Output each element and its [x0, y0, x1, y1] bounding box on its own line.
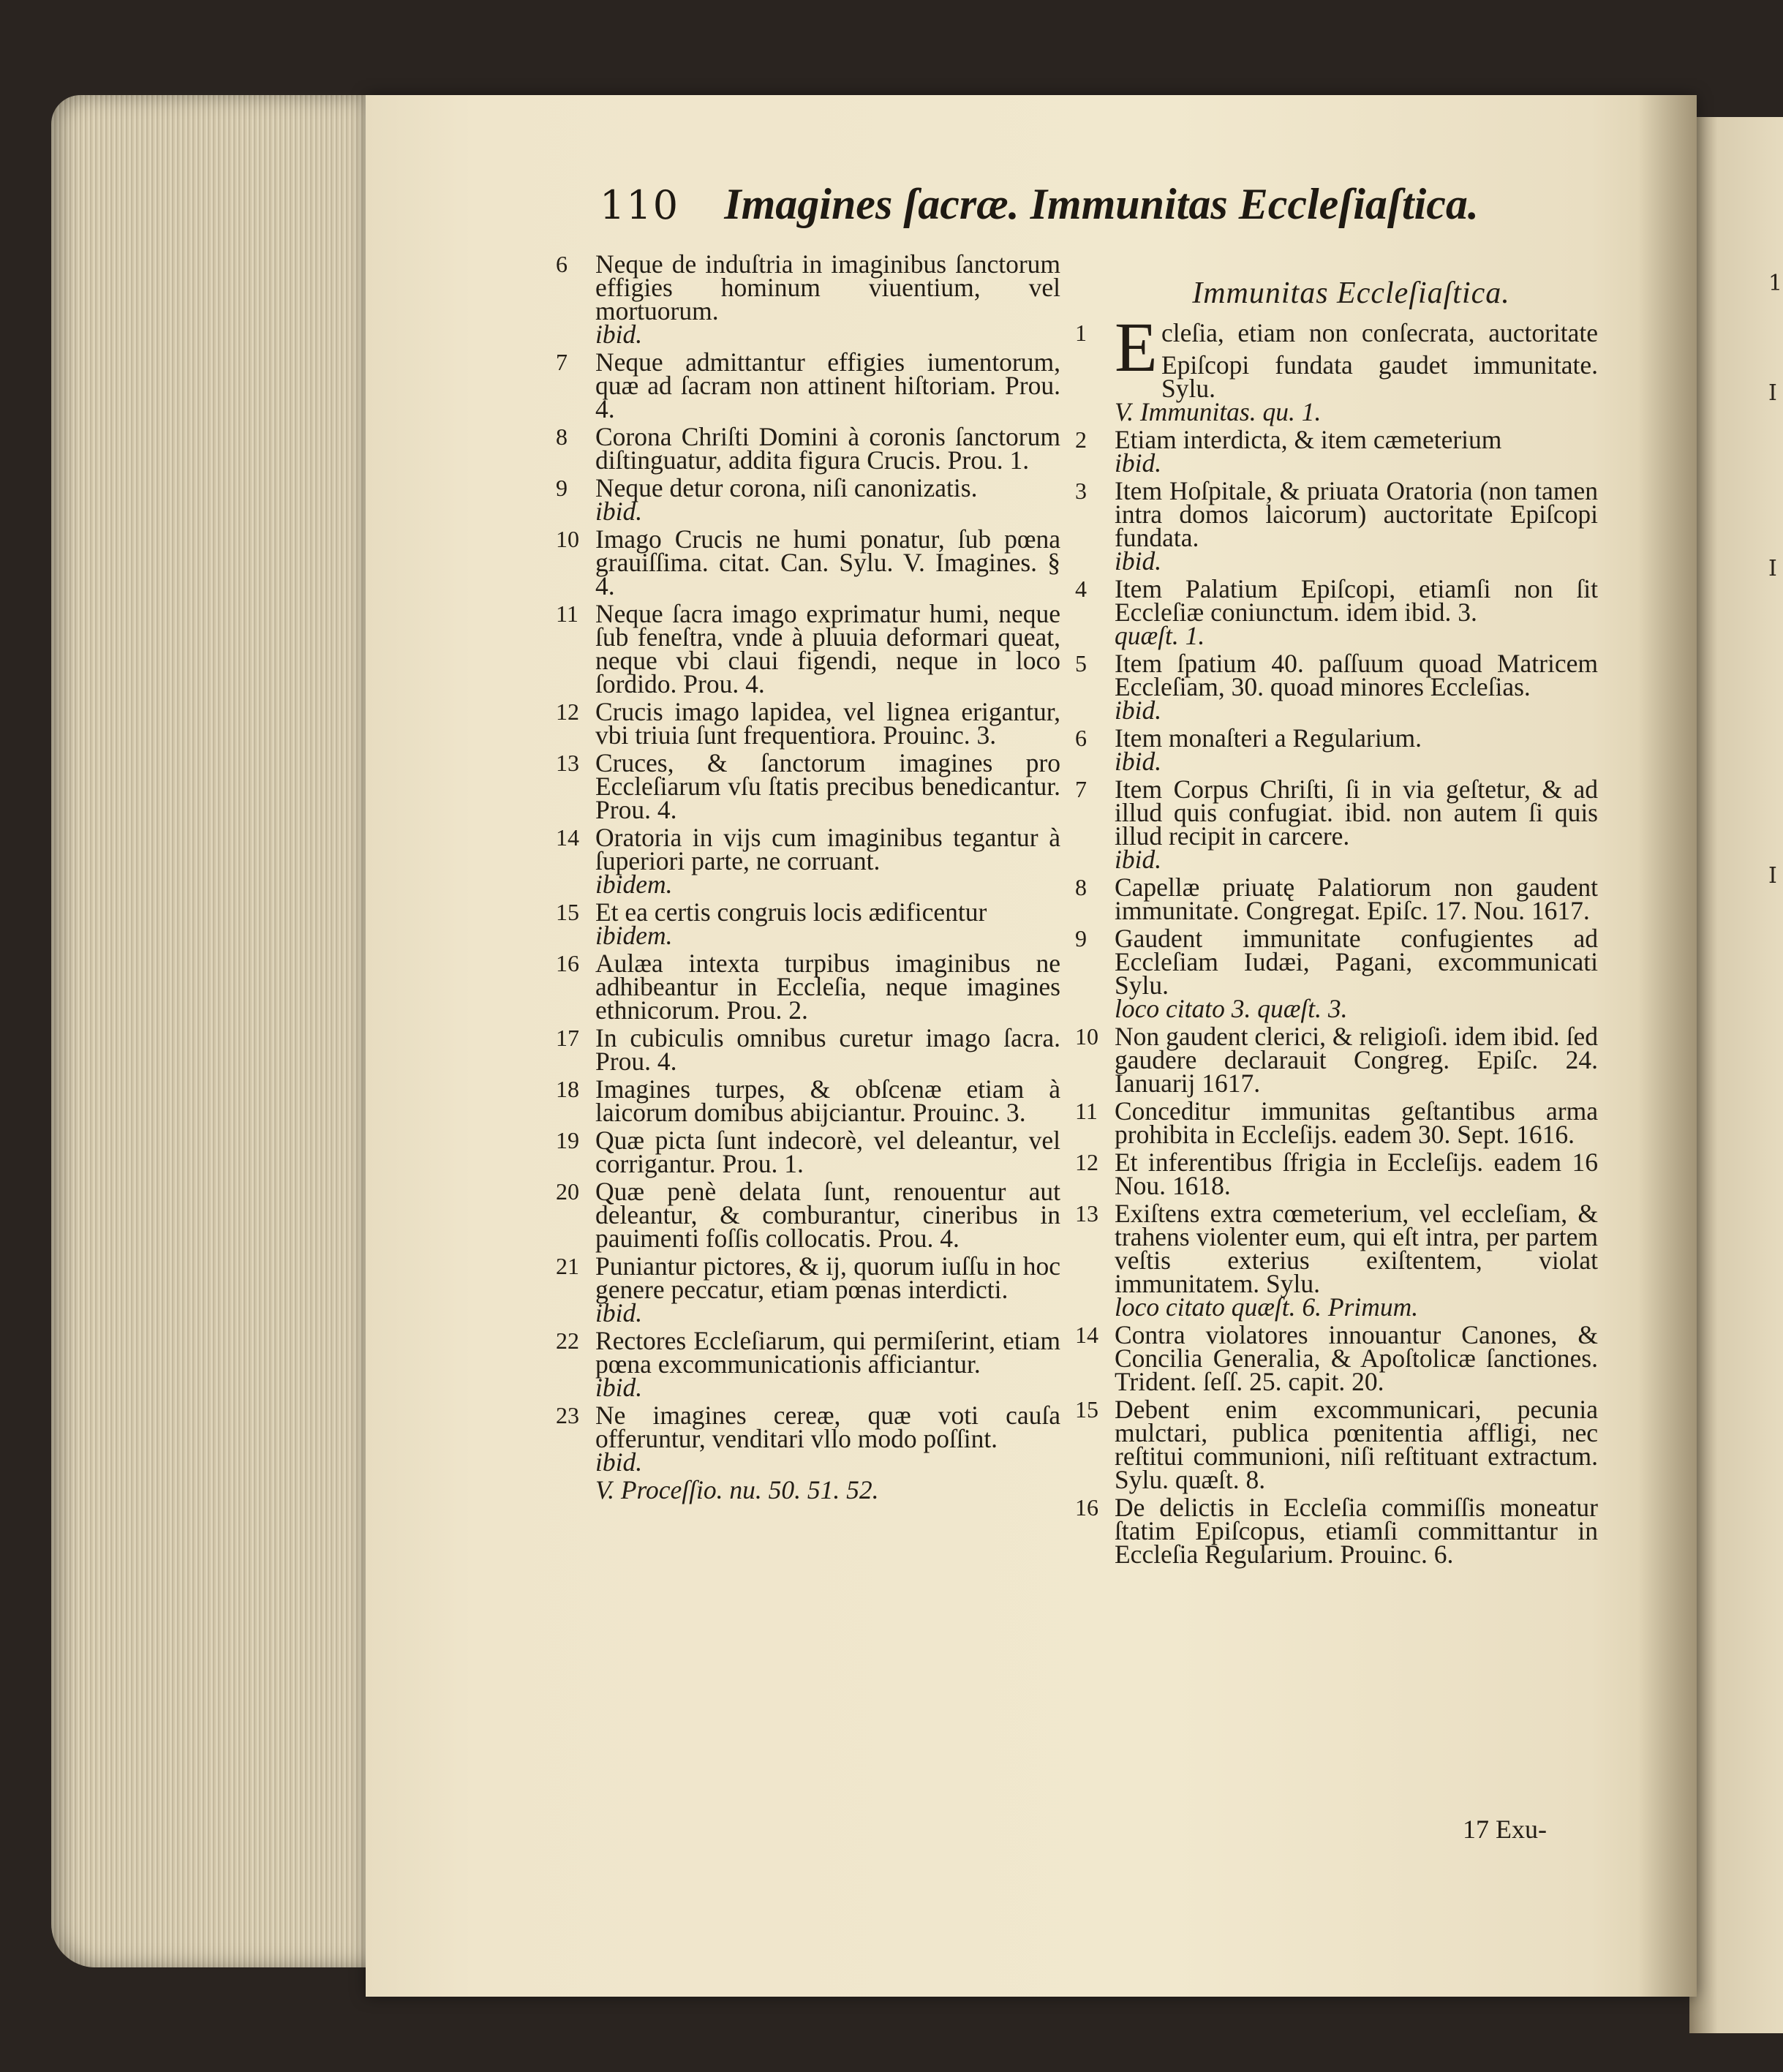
- entry-text: Corona Chriſti Domini à coronis ſanctorum diſtinguatur, addita figura Crucis. Prou. 1.: [595, 422, 1060, 475]
- entry-text: Cruces, & ſanctorum imagines pro Eccleſiarum vſu ſtatis precibus benedicantur. Prou. 4.: [595, 748, 1060, 824]
- numbered-entry: [1075, 1148, 1598, 1200]
- entry-text: Neque detur corona, niſi canonizatis.: [595, 473, 978, 502]
- entry-number: 3: [1075, 478, 1087, 504]
- entry-text: Gaudent immunitate confugientes ad Eccleſiam Iudæi, Pagani, excommunicati Sylu.: [1115, 924, 1598, 1000]
- entry-text: Debent enim excommunicari, pecunia mulctari, publica pœnitentia affligi, nec reſtitui communioni, niſi reſtituant extractum. Sylu. quæſt. 8.: [1115, 1395, 1598, 1494]
- numbered-entry: [1075, 308, 1598, 426]
- entry-number: 10: [1075, 1023, 1098, 1050]
- page-number: 110: [600, 182, 680, 228]
- entry-number: 13: [556, 750, 579, 776]
- entry-number: 14: [556, 824, 579, 851]
- entry-number: 8: [556, 423, 568, 450]
- edge-mark: 1: [1768, 271, 1783, 296]
- entry-number: 9: [1075, 925, 1087, 952]
- entry-number: 6: [1075, 725, 1087, 751]
- entry-text: Quæ picta ſunt indecorè, vel deleantur, vel corrigantur. Prou. 1.: [595, 1126, 1060, 1178]
- entry-number: 12: [1075, 1149, 1098, 1175]
- drop-capital: E: [1115, 308, 1158, 386]
- entry-citation: ibidem.: [595, 870, 673, 899]
- numbered-entry: [1075, 1493, 1598, 1569]
- entry-citation: ibid.: [595, 1298, 643, 1327]
- numbered-entry: [556, 524, 1060, 600]
- numbered-entry: [556, 1251, 1060, 1327]
- entry-number: 7: [1075, 776, 1087, 802]
- entry-text: Imago Crucis ne humi ponatur, ſub pœna grauiſſima. citat. Can. Sylu. V. Imagines. § 4.: [595, 524, 1060, 600]
- entry-text: Item Corpus Chriſti, ſi in via geſtetur, & ad illud quis confugiat. ibid. non autem ſi quis illud recipit in carcere.: [1115, 775, 1598, 851]
- entry-text: In cubiculis omnibus curetur imago ſacra. Prou. 4.: [595, 1023, 1060, 1076]
- numbered-entry: [556, 473, 1060, 526]
- entry-text: Ccleſia, etiam non conſecrata, auctoritate Epiſcopi fundata gaudet immunitate. Sylu.: [1161, 318, 1598, 403]
- entry-text: Imagines turpes, & obſcenæ etiam à laicorum domibus abijciantur. Prouinc. 3.: [595, 1074, 1060, 1127]
- entry-citation: ibid.: [595, 497, 643, 526]
- entry-text: Item Hoſpitale, & priuata Oratoria (non tamen intra domos laicorum) auctoritate Epiſcopi fundata.: [1115, 476, 1598, 552]
- numbered-entry: [1075, 425, 1598, 478]
- numbered-entry: [556, 1326, 1060, 1402]
- entry-citation: ibid.: [1115, 546, 1162, 576]
- entry-number: 18: [556, 1076, 579, 1102]
- entry-text: De delictis in Eccleſia commiſſis moneatur ſtatim Epiſcopus, etiamſi committantur in Eccleſia Regularium. Prouinc. 6.: [1115, 1493, 1598, 1569]
- numbered-entry: [1075, 574, 1598, 650]
- entry-text: Neque admittantur effigies iumentorum, quæ ad ſacram non attinent hiſtoriam. Prou. 4.: [595, 347, 1060, 423]
- numbered-entry: [556, 1126, 1060, 1178]
- entry-number: 13: [1075, 1200, 1098, 1227]
- entry-citation: ibid.: [595, 1447, 643, 1477]
- entry-citation: quæſt. 1.: [1115, 621, 1205, 650]
- entry-citation: ibid.: [595, 1373, 643, 1402]
- entry-text: Et inferentibus ſfrigia in Eccleſijs. eadem 16 Nou. 1618.: [1115, 1148, 1598, 1200]
- numbered-entry: [1075, 1395, 1598, 1494]
- book-fore-edge: [51, 95, 373, 1967]
- entry-text: Conceditur immunitas geſtantibus arma prohibita in Eccleſijs. eadem 30. Sept. 1616.: [1115, 1096, 1598, 1149]
- entry-number: 23: [556, 1402, 579, 1428]
- numbered-entry: [1075, 924, 1598, 1023]
- entry-number: 11: [556, 600, 578, 627]
- facing-page-marks: [1768, 0, 1783, 2072]
- entry-citation: ibid.: [1115, 696, 1162, 725]
- numbered-entry: [556, 1401, 1060, 1477]
- numbered-entry: [1075, 1320, 1598, 1396]
- entry-citation: loco citato 3. quæſt. 3.: [1115, 994, 1348, 1023]
- running-head: [600, 179, 1479, 245]
- entry-text: Exiſtens extra cœmeterium, vel eccleſiam, & trahens violenter eum, qui eſt intra, per partem veſtis exterius exiſtentem, violat immunitatem. Sylu.: [1115, 1199, 1598, 1298]
- entry-text: Aulæa intexta turpibus imaginibus ne adhibeantur in Eccleſia, neque imagines ethnicorum. Prou. 2.: [595, 949, 1060, 1025]
- running-title: Imagines ſacræ. Immunitas Eccleſiaſtica.: [724, 180, 1479, 228]
- catchword: 17 Exu-: [1463, 1815, 1547, 1844]
- entry-citation: ibid.: [1115, 747, 1162, 776]
- entry-number: 15: [556, 899, 579, 925]
- numbered-entry: [556, 422, 1060, 475]
- entry-citation: V. Proceſſio. nu. 50. 51. 52.: [595, 1475, 879, 1504]
- entry-text: Neque ſacra imago exprimatur humi, neque ſub feneſtra, vnde à pluuia deformari queat, neque vbi claui figendi, neque in loco ſordido. Prou. 4.: [595, 599, 1060, 698]
- entry-number: 10: [556, 526, 579, 552]
- entry-number: 15: [1075, 1396, 1098, 1423]
- entry-number: 16: [1075, 1494, 1098, 1521]
- entry-citation: ibid.: [1115, 448, 1162, 478]
- entry-text: Neque de induſtria in imaginibus ſanctorum effigies hominum viuentium, vel mortuorum.: [595, 249, 1060, 325]
- entry-citation: ibidem.: [595, 921, 673, 950]
- entry-number: 2: [1075, 426, 1087, 453]
- numbered-entry: [1075, 1022, 1598, 1098]
- numbered-entry: [556, 1475, 1060, 1504]
- entry-text: Puniantur pictores, & ij, quorum iuſſu in hoc genere peccatur, etiam pœnas interdicti.: [595, 1251, 1060, 1304]
- entry-text: Item monaſteri a Regularium.: [1115, 723, 1422, 753]
- numbered-entry: [556, 599, 1060, 698]
- numbered-entry: [556, 897, 1060, 950]
- entry-number: 16: [556, 950, 579, 976]
- numbered-entry: [1075, 649, 1598, 725]
- left-column: [556, 249, 1060, 1506]
- entry-number: 19: [556, 1127, 579, 1153]
- entry-text: Oratoria in vijs cum imaginibus tegantur à ſuperiori parte, ne corruant.: [595, 823, 1060, 875]
- numbered-entry: [1075, 775, 1598, 874]
- entry-number: 8: [1075, 874, 1087, 900]
- edge-mark: I: [1768, 556, 1777, 581]
- entry-number: 5: [1075, 650, 1087, 677]
- entry-text: Ne imagines cereæ, quæ voti cauſa offeruntur, venditari vllo modo poſſint.: [595, 1401, 1060, 1453]
- section-heading: Immunitas Eccleſiaſtica.: [1192, 276, 1510, 310]
- entry-number: 9: [556, 475, 568, 501]
- entry-citation: ibid.: [1115, 845, 1162, 874]
- right-column: [1075, 276, 1598, 1570]
- entry-text: Crucis imago lapidea, vel lignea erigantur, vbi triuia ſunt frequentiora. Prouinc. 3.: [595, 697, 1060, 750]
- entry-number: 22: [556, 1327, 579, 1354]
- numbered-entry: [1075, 873, 1598, 925]
- entry-citation: V. Immunitas. qu. 1.: [1115, 397, 1322, 426]
- entry-text: Contra violatores innouantur Canones, & Concilia Generalia, & Apoſtolicæ ſanctiones. Trident. ſeſſ. 25. capit. 20.: [1115, 1320, 1598, 1396]
- entry-citation: loco citato quæſt. 6. Primum.: [1115, 1292, 1419, 1322]
- numbered-entry: [1075, 476, 1598, 576]
- numbered-entry: [556, 249, 1060, 349]
- entry-number: 11: [1075, 1098, 1098, 1124]
- numbered-entry: [556, 1074, 1060, 1127]
- numbered-entry: [556, 1023, 1060, 1076]
- entry-number: 21: [556, 1253, 579, 1279]
- entry-number: 4: [1075, 576, 1087, 602]
- numbered-entry: [556, 823, 1060, 899]
- numbered-entry: [556, 748, 1060, 824]
- entry-number: 14: [1075, 1322, 1098, 1348]
- numbered-entry: [1075, 723, 1598, 776]
- entry-number: 12: [556, 698, 579, 725]
- entry-citation: ibid.: [595, 320, 643, 349]
- entry-number: 1: [1075, 320, 1087, 346]
- edge-mark: I: [1768, 380, 1777, 406]
- right-entries: [1075, 308, 1598, 1569]
- entry-text: Etiam interdicta, & item cæmeterium: [1115, 425, 1502, 454]
- entry-text: Capellæ priuatę Palatiorum non gaudent immunitate. Congregat. Epiſc. 17. Nou. 1617.: [1115, 873, 1598, 925]
- entry-text: Quæ penè delata ſunt, renouentur aut deleantur, & comburantur, cineribus in pauimenti foſſis collocatis. Prou. 4.: [595, 1177, 1060, 1253]
- entry-text: Item Palatium Epiſcopi, etiamſi non ſit Eccleſiæ coniunctum. idem ibid. 3.: [1115, 574, 1598, 627]
- entry-text: Rectores Eccleſiarum, qui permiſerint, etiam pœna excommunicationis afficiantur.: [595, 1326, 1060, 1379]
- entry-text: Et ea certis congruis locis ædificentur: [595, 897, 987, 927]
- numbered-entry: [556, 949, 1060, 1025]
- numbered-entry: [1075, 1199, 1598, 1322]
- entry-number: 20: [556, 1178, 579, 1205]
- numbered-entry: [556, 347, 1060, 423]
- numbered-entry: [1075, 1096, 1598, 1149]
- numbered-entry: [556, 697, 1060, 750]
- entry-text: Non gaudent clerici, & religioſi. idem ibid. ſed gaudere declarauit Congreg. Epiſc. 24. Ianuarij 1617.: [1115, 1022, 1598, 1098]
- numbered-entry: [556, 1177, 1060, 1253]
- gutter-shadow: [1638, 95, 1697, 1997]
- entry-number: 7: [556, 349, 568, 375]
- edge-mark: I: [1768, 863, 1777, 889]
- entry-number: 6: [556, 251, 568, 277]
- entry-text: Item ſpatium 40. paſſuum quoad Matricem Eccleſiam, 30. quoad minores Eccleſias.: [1115, 649, 1598, 701]
- entry-number: 17: [556, 1025, 579, 1051]
